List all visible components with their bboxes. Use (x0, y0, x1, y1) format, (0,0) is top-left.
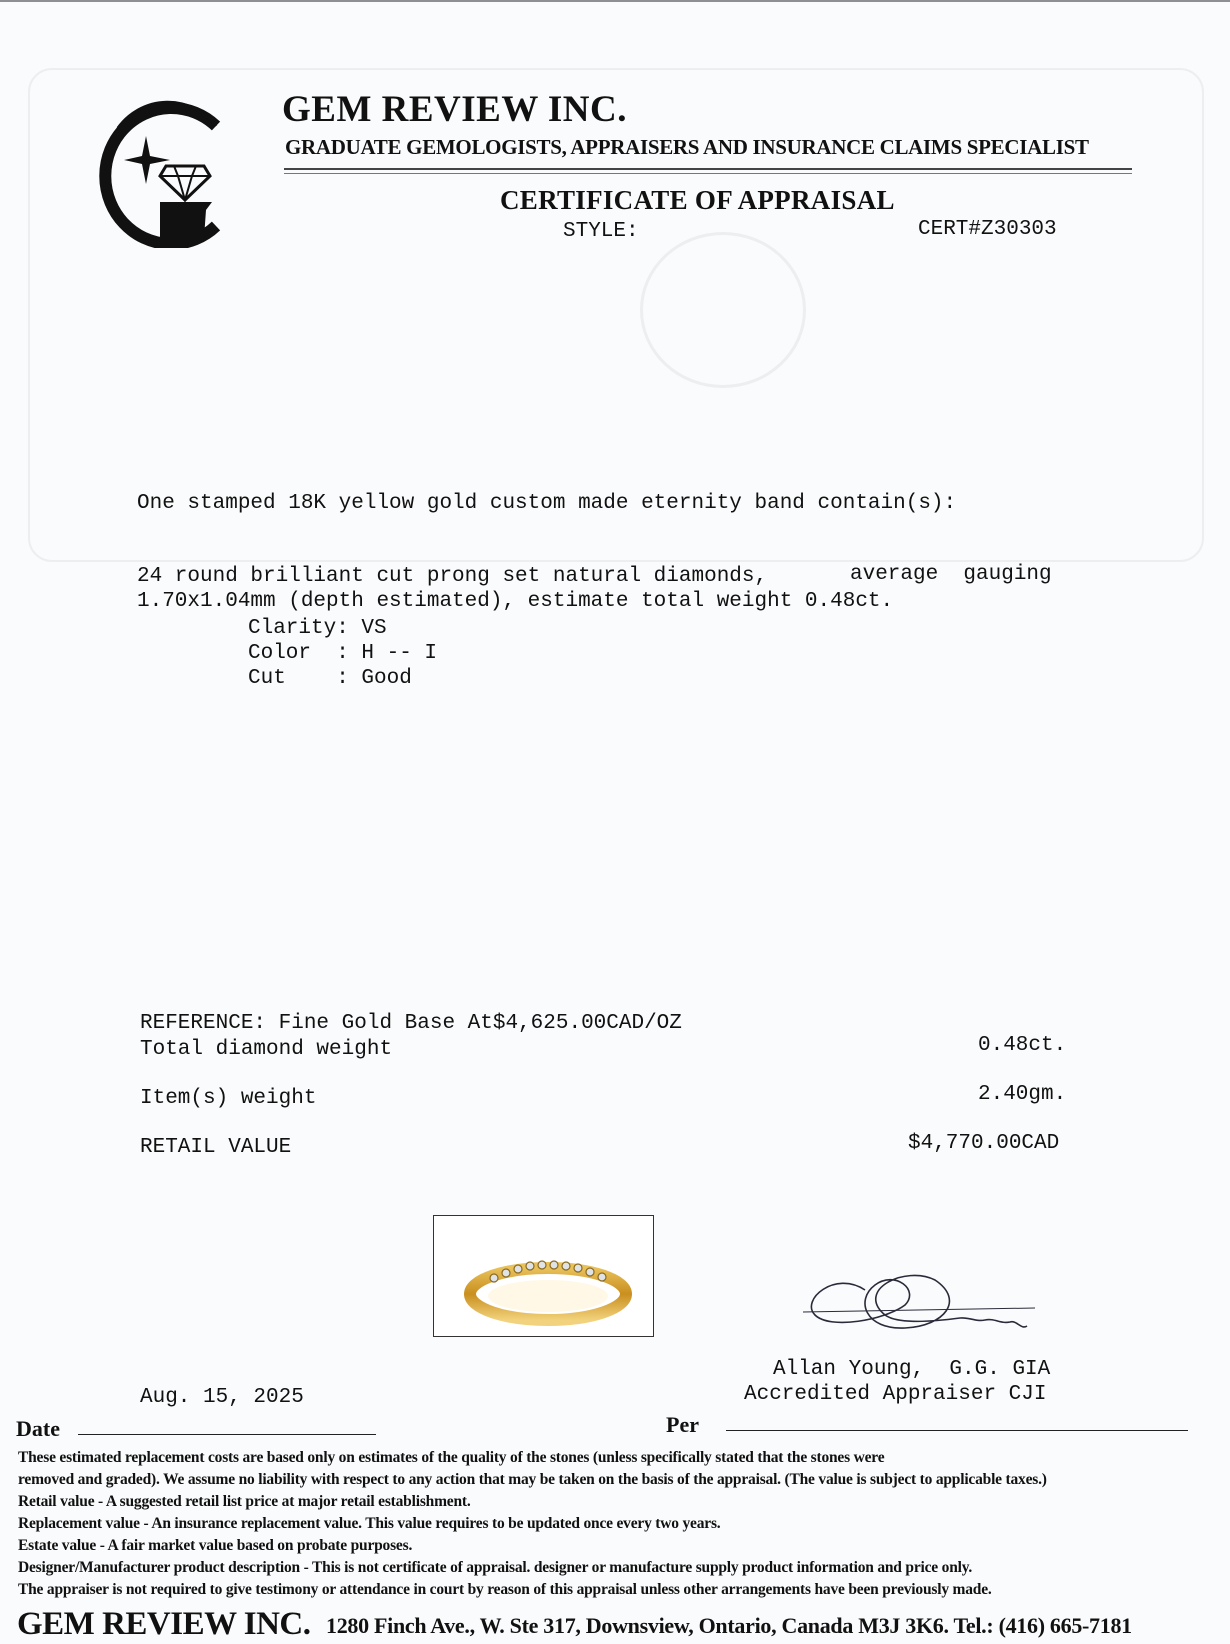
diamond-weight-label: Total diamond weight (140, 1038, 393, 1061)
date-label: Date (16, 1416, 60, 1441)
item-description: One stamped 18K yellow gold custom made eternity band contain(s): (137, 492, 957, 515)
appraiser-accreditation: Accredited Appraiser CJI (744, 1383, 1047, 1406)
company-tagline: GRADUATE GEMOLOGISTS, APPRAISERS AND INSURANCE CLAIMS SPECIALIST (285, 135, 1089, 159)
stones-description-line1: 24 round brilliant cut prong set natural diamonds, (137, 565, 768, 588)
diamond-weight-value: 0.48ct. (978, 1034, 1067, 1057)
footer-company-name: GEM REVIEW INC. (17, 1606, 311, 1642)
retail-value-label: RETAIL VALUE (140, 1136, 292, 1159)
date-line (78, 1434, 376, 1435)
item-weight-label: Item(s) weight (140, 1087, 317, 1110)
disclaimer-line: Retail value - A suggested retail list price at major retail establishment. (18, 1493, 471, 1510)
disclaimer-line: removed and graded). We assume no liability with respect to any action that may be taken on the basis of the appraisal. (The value is subject to applicable taxes.) (18, 1471, 1047, 1488)
header-rule-thin (284, 173, 1132, 174)
watermark-emblem (640, 232, 806, 388)
ring-image (434, 1216, 653, 1336)
footer-address: 1280 Finch Ave., W. Ste 317, Downsview, Ontario, Canada M3J 3K6. Tel.: (416) 665-7181 (326, 1613, 1132, 1638)
stones-description-line1-end: average gauging (850, 563, 1052, 586)
certificate-title: CERTIFICATE OF APPRAISAL (500, 185, 895, 215)
per-label: Per (666, 1412, 699, 1437)
stones-description-line2: 1.70x1.04mm (depth estimated), estimate total weight 0.48ct. (137, 590, 894, 613)
gem-review-logo-icon (88, 98, 233, 248)
ring-photo (433, 1215, 654, 1337)
item-weight-value: 2.40gm. (978, 1083, 1067, 1106)
disclaimer-line: Replacement value - An insurance replacement value. This value requires to be updated once every two years. (18, 1515, 721, 1532)
cut-grade: Cut : Good (248, 667, 412, 690)
gold-reference: REFERENCE: Fine Gold Base At$4,625.00CAD/OZ (140, 1012, 682, 1035)
style-label: STYLE: (563, 220, 639, 243)
signature-image (795, 1260, 1045, 1352)
per-line (726, 1430, 1188, 1431)
cert-number: CERT#Z30303 (918, 218, 1057, 241)
retail-value: $4,770.00CAD (908, 1132, 1060, 1155)
color-grade: Color : H -- I (248, 642, 438, 665)
disclaimer-line: These estimated replacement costs are based only on estimates of the quality of the stones (unless specifically stated that the stones were (18, 1449, 885, 1466)
disclaimer-line: Estate value - A fair market value based on probate purposes. (18, 1537, 413, 1554)
company-name: GEM REVIEW INC. (282, 89, 627, 130)
disclaimer-line: The appraiser is not required to give testimony or attendance in court by reason of this appraisal unless other arrangements have been previously made. (18, 1581, 992, 1598)
disclaimer-line: Designer/Manufacturer product description - This is not certificate of appraisal. designer or manufacture supply product information and price only. (18, 1559, 973, 1576)
clarity-grade: Clarity: VS (248, 617, 387, 640)
header-rule (284, 168, 1132, 170)
appraiser-name: Allan Young, G.G. GIA (773, 1358, 1051, 1381)
appraisal-date: Aug. 15, 2025 (140, 1386, 304, 1409)
